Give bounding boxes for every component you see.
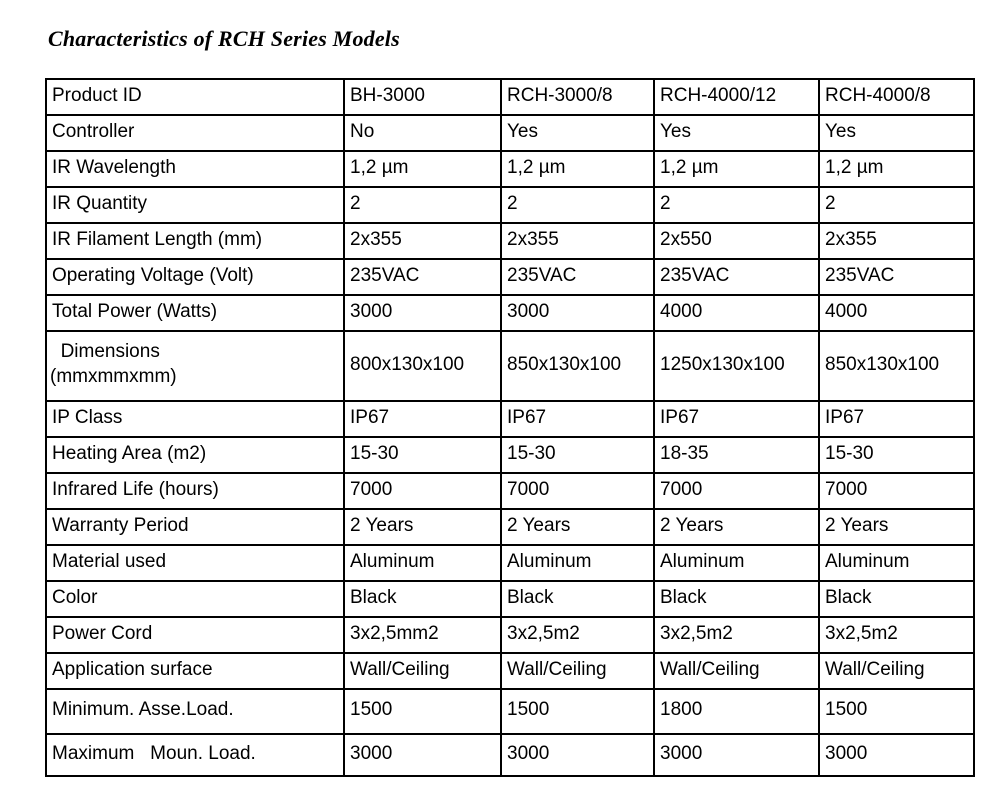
cell-value: Wall/Ceiling xyxy=(819,653,974,689)
row-label: Infrared Life (hours) xyxy=(46,473,344,509)
row-label: IR Filament Length (mm) xyxy=(46,223,344,259)
cell-value: 1500 xyxy=(344,689,501,734)
table-row xyxy=(46,581,974,617)
cell-value: 3000 xyxy=(344,734,501,776)
table-row xyxy=(46,187,974,223)
table-row xyxy=(46,259,974,295)
cell-value: Black xyxy=(501,581,654,617)
cell-value: 4000 xyxy=(654,295,819,331)
cell-value: 235VAC xyxy=(344,259,501,295)
row-label: Power Cord xyxy=(46,617,344,653)
table-row xyxy=(46,689,974,734)
cell-value: 2 Years xyxy=(654,509,819,545)
cell-value: 15-30 xyxy=(501,437,654,473)
table-row xyxy=(46,509,974,545)
cell-value: RCH-4000/8 xyxy=(819,79,974,115)
cell-value: Aluminum xyxy=(819,545,974,581)
cell-value: 15-30 xyxy=(819,437,974,473)
cell-value: Aluminum xyxy=(654,545,819,581)
cell-value: Yes xyxy=(654,115,819,151)
cell-value: RCH-3000/8 xyxy=(501,79,654,115)
cell-value: 3000 xyxy=(344,295,501,331)
row-label: Warranty Period xyxy=(46,509,344,545)
spec-table xyxy=(45,78,975,777)
cell-value: 800x130x100 xyxy=(344,331,501,401)
cell-value: 2x355 xyxy=(344,223,501,259)
row-label: Dimensions (mmxmmxmm) xyxy=(46,331,344,401)
cell-value: 3x2,5m2 xyxy=(501,617,654,653)
table-row xyxy=(46,151,974,187)
cell-value: Aluminum xyxy=(344,545,501,581)
row-label: Heating Area (m2) xyxy=(46,437,344,473)
cell-value: IP67 xyxy=(344,401,501,437)
table-row xyxy=(46,617,974,653)
cell-value: 2 xyxy=(654,187,819,223)
row-label: Controller xyxy=(46,115,344,151)
cell-value: 235VAC xyxy=(654,259,819,295)
cell-value: 2 xyxy=(819,187,974,223)
cell-value: 2 Years xyxy=(819,509,974,545)
cell-value: 235VAC xyxy=(501,259,654,295)
cell-value: 2x550 xyxy=(654,223,819,259)
table-row xyxy=(46,545,974,581)
cell-value: 2x355 xyxy=(819,223,974,259)
cell-value: 7000 xyxy=(344,473,501,509)
spec-table-body xyxy=(46,79,974,776)
cell-value: Black xyxy=(654,581,819,617)
table-row xyxy=(46,295,974,331)
cell-value: Wall/Ceiling xyxy=(344,653,501,689)
cell-value: 7000 xyxy=(819,473,974,509)
cell-value: 18-35 xyxy=(654,437,819,473)
row-label: IP Class xyxy=(46,401,344,437)
cell-value: 2x355 xyxy=(501,223,654,259)
cell-value: 1800 xyxy=(654,689,819,734)
cell-value: RCH-4000/12 xyxy=(654,79,819,115)
row-label: Maximum Moun. Load. xyxy=(46,734,344,776)
cell-value: 15-30 xyxy=(344,437,501,473)
table-row xyxy=(46,115,974,151)
cell-value: 3000 xyxy=(501,734,654,776)
row-label: Minimum. Asse.Load. xyxy=(46,689,344,734)
table-row xyxy=(46,223,974,259)
cell-value: Black xyxy=(819,581,974,617)
cell-value: Wall/Ceiling xyxy=(501,653,654,689)
cell-value: 7000 xyxy=(654,473,819,509)
cell-value: Yes xyxy=(501,115,654,151)
row-label: Total Power (Watts) xyxy=(46,295,344,331)
cell-value: 1,2 µm xyxy=(819,151,974,187)
cell-value: Aluminum xyxy=(501,545,654,581)
table-row xyxy=(46,437,974,473)
cell-value: 1500 xyxy=(819,689,974,734)
table-row xyxy=(46,653,974,689)
table-row xyxy=(46,331,974,401)
cell-value: IP67 xyxy=(819,401,974,437)
cell-value: 3x2,5m2 xyxy=(654,617,819,653)
row-label: IR Wavelength xyxy=(46,151,344,187)
row-label: Material used xyxy=(46,545,344,581)
cell-value: 2 xyxy=(501,187,654,223)
cell-value: 3000 xyxy=(819,734,974,776)
row-label: Color xyxy=(46,581,344,617)
cell-value: 2 Years xyxy=(501,509,654,545)
table-row xyxy=(46,734,974,776)
table-row xyxy=(46,473,974,509)
table-row xyxy=(46,79,974,115)
cell-value: 850x130x100 xyxy=(819,331,974,401)
cell-value: 3x2,5mm2 xyxy=(344,617,501,653)
table-row xyxy=(46,401,974,437)
row-label: IR Quantity xyxy=(46,187,344,223)
cell-value: 4000 xyxy=(819,295,974,331)
cell-value: 3000 xyxy=(501,295,654,331)
cell-value: 3000 xyxy=(654,734,819,776)
row-label: Product ID xyxy=(46,79,344,115)
cell-value: 1,2 µm xyxy=(654,151,819,187)
row-label: Operating Voltage (Volt) xyxy=(46,259,344,295)
cell-value: 1250x130x100 xyxy=(654,331,819,401)
cell-value: IP67 xyxy=(654,401,819,437)
page-title: Characteristics of RCH Series Models xyxy=(48,26,400,51)
cell-value: 7000 xyxy=(501,473,654,509)
cell-value: 2 Years xyxy=(344,509,501,545)
cell-value: 1,2 µm xyxy=(501,151,654,187)
cell-value: 235VAC xyxy=(819,259,974,295)
cell-value: IP67 xyxy=(501,401,654,437)
cell-value: 2 xyxy=(344,187,501,223)
cell-value: BH-3000 xyxy=(344,79,501,115)
cell-value: 3x2,5m2 xyxy=(819,617,974,653)
cell-value: 1,2 µm xyxy=(344,151,501,187)
cell-value: Black xyxy=(344,581,501,617)
cell-value: 850x130x100 xyxy=(501,331,654,401)
cell-value: No xyxy=(344,115,501,151)
cell-value: 1500 xyxy=(501,689,654,734)
row-label: Application surface xyxy=(46,653,344,689)
cell-value: Yes xyxy=(819,115,974,151)
cell-value: Wall/Ceiling xyxy=(654,653,819,689)
